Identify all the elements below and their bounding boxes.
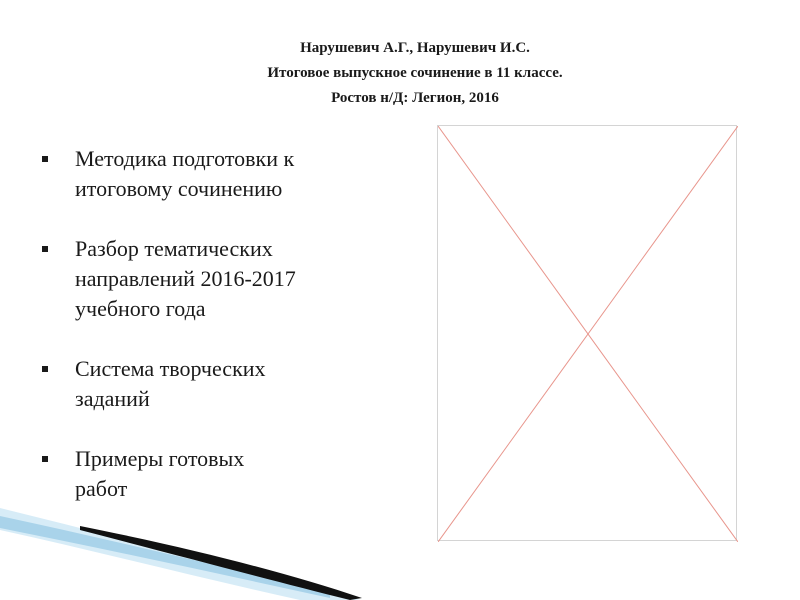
swoosh-light-band [0,516,330,598]
book-title: Итоговое выпускное сочинение в 11 классе. [267,65,563,81]
bullet-line: Разбор тематических [75,236,273,261]
bullet-line: работ [75,476,128,501]
bullet-line: итоговому сочинению [75,176,283,201]
swoosh-dark-band [80,526,362,600]
bullet-text [75,234,365,324]
image-placeholder [437,125,737,541]
bullet-list [36,144,376,534]
square-bullet-icon [42,456,48,462]
bullet-item-methodology [36,144,376,204]
bullet-line: направлений 2016-2017 [75,266,296,291]
missing-image-x-icon [438,126,738,542]
square-bullet-icon [42,246,48,252]
book-authors: Нарушевич А.Г., Нарушевич И.С. [300,40,530,56]
swoosh-decoration [0,490,800,600]
bullet-text [75,144,365,204]
square-bullet-icon [42,156,48,162]
bullet-text [75,354,365,414]
book-publisher: Ростов н/Д: Легион, 2016 [331,90,499,106]
bullet-item-themes [36,234,376,324]
square-bullet-icon [42,366,48,372]
bullet-line: Методика подготовки к [75,146,295,171]
bullet-item-tasks [36,354,376,414]
bullet-line: заданий [75,386,150,411]
book-reference [200,36,630,111]
bullet-line: Примеры готовых [75,446,245,471]
bullet-line: учебного года [75,296,206,321]
bullet-line: Система творческих [75,356,266,381]
